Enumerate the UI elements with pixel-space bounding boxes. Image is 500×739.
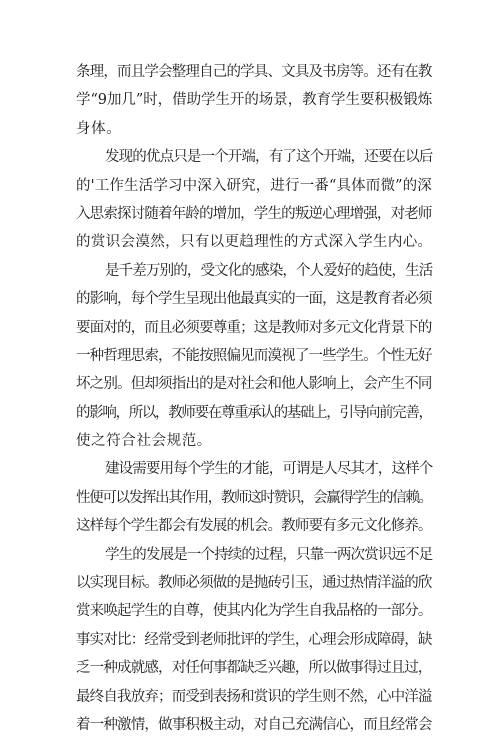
text-line: 最终自我放弃；而受到表扬和赏识的学生则不然，心中洋溢	[76, 688, 432, 705]
text-line: 学生的发展是一个持续的过程，只靠一两次赏识远不足	[105, 546, 433, 563]
text-line: 乏一种成就感，对任何事都缺乏兴趣，所以做事得过且过，	[76, 660, 432, 677]
text-line: 的影响，每个学生呈现出他最真实的一面，这是教育者必须	[76, 291, 432, 308]
text-line: 这样每个学生都会有发展的机会。教师要有多元文化修养。	[76, 518, 432, 535]
text-line: 一种哲理思索，不能按照偏见而漠视了一些学生。个性无好	[76, 347, 432, 364]
text-line: 建设需要用每个学生的才能，可谓是人尽其才，这样个	[105, 461, 433, 478]
text-line: 条理，而且学会整理自己的学具、文具及书房等。还有在教	[76, 64, 432, 80]
text-line: 发现的优点只是一个开端，有了这个开端，还要在以后	[105, 149, 433, 166]
text-line: 是千差万别的，受文化的感染，个人爱好的趋使，生活	[105, 262, 433, 279]
text-line: 要面对的，而且必须要尊重；这是教师对多元文化背景下的	[76, 319, 432, 336]
text-line: 的'工作生活学习中深入研究，进行一番“具体而微”的深	[76, 177, 432, 194]
text-line: 的影响，所以，教师要在尊重承认的基础上，引导向前完善，	[76, 404, 432, 421]
text-line: 坏之别。但却须指出的是对社会和他人影响上，会产生不同	[76, 376, 432, 393]
text-line: 使之符合社会规范。	[76, 433, 212, 450]
text-line: 身体。	[76, 120, 122, 137]
text-line: 入思索探讨随着年龄的增加，学生的叛逆心理增强，对老师	[76, 205, 432, 222]
text-line: 学“9加几”时，借助学生开的场景，教育学生要积极锻炼	[76, 92, 433, 109]
text-line: 赏来唤起学生的自尊，使其内化为学生自我品格的一部分。	[76, 603, 432, 620]
text-line: 着一种激情，做事积极主动，对自己充满信心，而且经常会	[76, 716, 432, 733]
text-line: 事实对比：经常受到老师批评的学生，心理会形成障碍，缺	[76, 631, 432, 648]
document-body-text	[76, 58, 432, 739]
text-line: 性便可以发挥出其作用，教师这时赞识，会赢得学生的信赖。	[76, 489, 432, 506]
text-line: 的赏识会漠然，只有以更趋理性的方式深入学生内心。	[76, 234, 433, 251]
text-line: 以实现目标。教师必须做的是抛砖引玉，通过热情洋溢的欣	[76, 575, 432, 592]
